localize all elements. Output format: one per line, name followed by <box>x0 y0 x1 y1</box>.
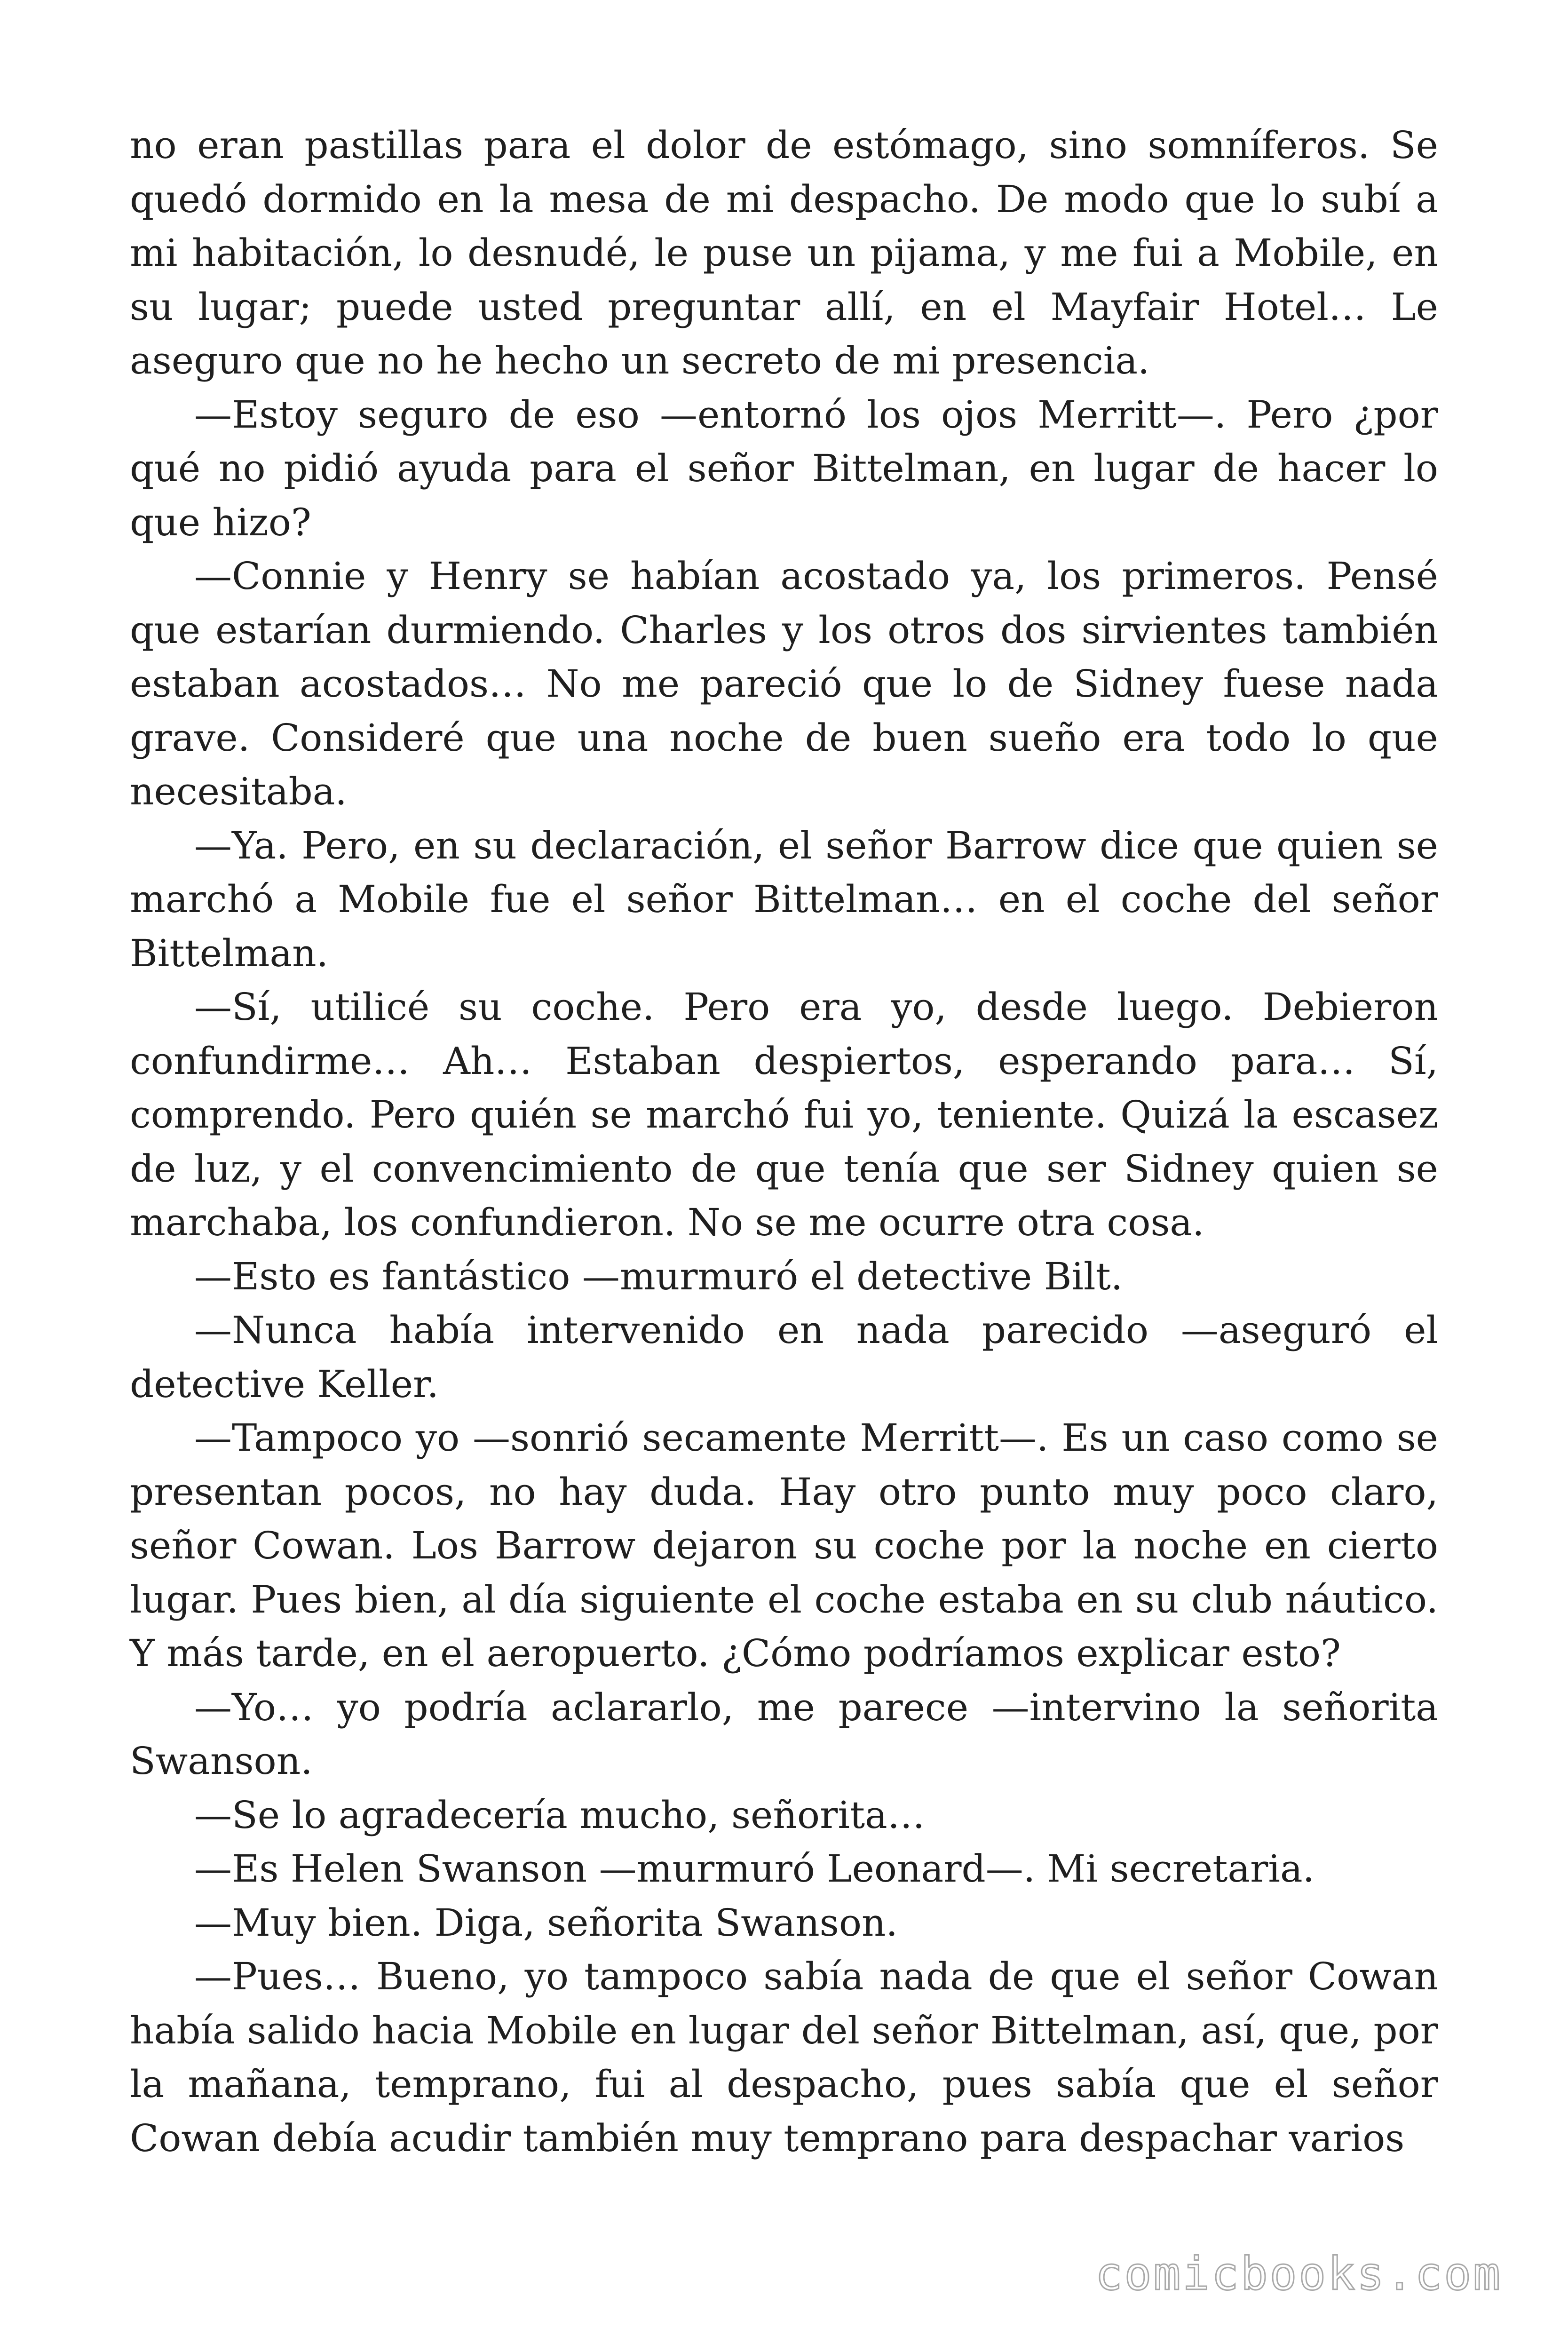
paragraph: —Connie y Henry se habían acostado ya, los primeros. Pensé que estarían durmiendo. Charles y los otros dos sirvientes también estaban acostados… No me pareció que lo de Sidney fuese nada grave. Consideré que una noche de buen sueño era todo lo que necesitaba. <box>130 554 1438 813</box>
paragraph: —Estoy seguro de eso —entornó los ojos Merritt—. Pero ¿por qué no pidió ayuda para el señor Bittelman, en lugar de hacer lo que hizo? <box>130 392 1438 544</box>
paragraph: —Nunca había intervenido en nada parecido —aseguró el detective Keller. <box>130 1308 1438 1406</box>
paragraph: —Sí, utilicé su coche. Pero era yo, desde luego. Debieron confundirme… Ah… Estaban despiertos, esperando para… Sí, comprendo. Pero quién se marchó fui yo, teniente. Quizá la escasez de luz, y el convencimiento de que tenía que ser Sidney quien se marchaba, los confundieron. No se me ocurre otra cosa. <box>130 985 1438 1244</box>
body-text <box>130 119 1438 2165</box>
paragraph: —Ya. Pero, en su declaración, el señor Barrow dice que quien se marchó a Mobile fue el señor Bittelman… en el coche del señor Bittelman. <box>130 823 1438 975</box>
paragraph: no eran pastillas para el dolor de estómago, sino somníferos. Se quedó dormido en la mesa de mi despacho. De modo que lo subí a mi habitación, lo desnudé, le puse un pijama, y me fui a Mobile, en su lugar; puede usted preguntar allí, en el Mayfair Hotel… Le aseguro que no he hecho un secreto de mi presencia. <box>130 123 1438 382</box>
paragraph: —Tampoco yo —sonrió secamente Merritt—. Es un caso como se presentan pocos, no hay duda. Hay otro punto muy poco claro, señor Cowan. Los Barrow dejaron su coche por la noche en cierto lugar. Pues bien, al día siguiente el coche estaba en su club náutico. Y más tarde, en el aeropuerto. ¿Cómo podríamos explicar esto? <box>130 1416 1438 1675</box>
paragraph: —Se lo agradecería mucho, señorita… <box>194 1793 925 1837</box>
paragraph: —Esto es fantástico —murmuró el detective Bilt. <box>194 1254 1123 1298</box>
paragraph: —Pues… Bueno, yo tampoco sabía nada de que el señor Cowan había salido hacia Mobile en lugar del señor Bittelman, así, que, por la mañana, temprano, fui al despacho, pues sabía que el señor Cowan debía acudir también muy temprano para despachar varios <box>130 1955 1438 2160</box>
watermark: comicbooks.com <box>1095 2248 1502 2300</box>
paragraph: —Yo… yo podría aclararlo, me parece —intervino la señorita Swanson. <box>130 1685 1438 1783</box>
paragraph: —Es Helen Swanson —murmuró Leonard—. Mi secretaria. <box>194 1847 1315 1891</box>
paragraph: —Muy bien. Diga, señorita Swanson. <box>194 1900 898 1945</box>
